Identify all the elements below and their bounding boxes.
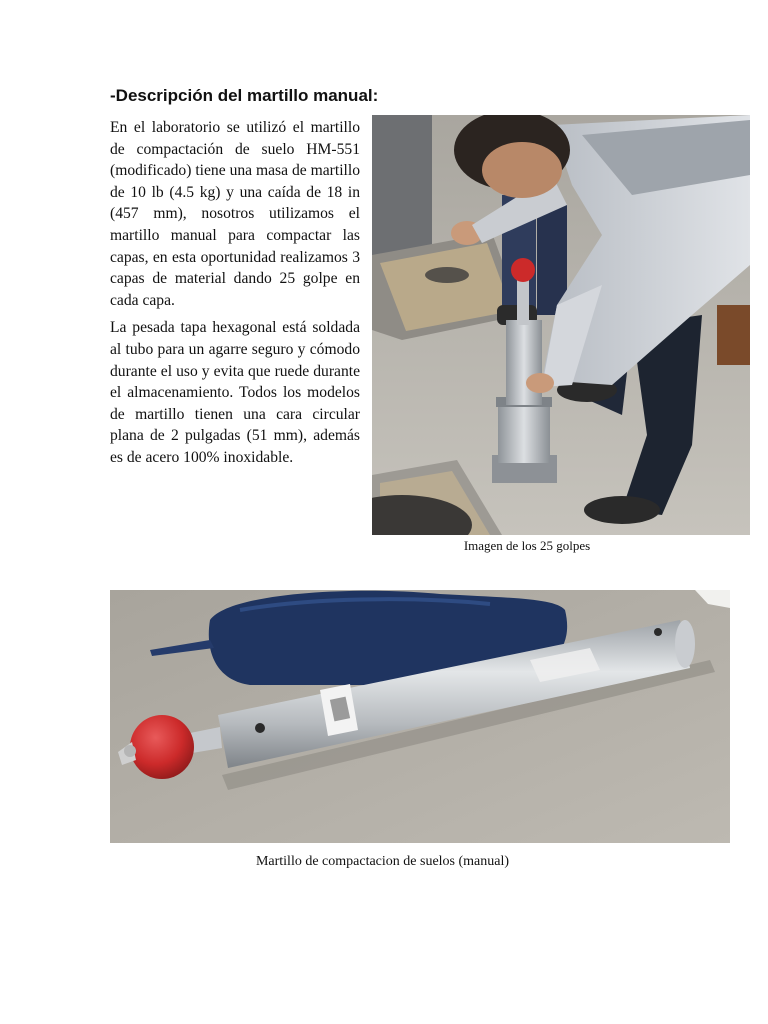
figure-2-caption: Martillo de compactacion de suelos (manual): [255, 854, 510, 869]
section-heading: -Descripción del martillo manual:: [110, 86, 379, 105]
photo-25-blows: [372, 115, 750, 535]
body-text: [110, 117, 360, 469]
photo-manual-hammer: [110, 590, 730, 843]
photo-25-blows-illustration: [372, 115, 750, 535]
paragraph-hammer-usage: En el laboratorio se utilizó el martillo de compactación de suelo HM-551 (modificado) tiene una masa de martillo de 10 lb (4.5 kg) y una caída de 18 in (457 mm), nosotros utilizamos el martillo manual para compactar las capas, en esta oportunidad realizamos 3 capas de material dando 25 golpe en cada capa.: [110, 119, 360, 309]
paragraph-hammer-features: La pesada tapa hexagonal está soldada al tubo para un agarre seguro y cómodo durante el uso y evita que ruede durante el almacenamiento. Todos los modelos de martillo tienen una cara circular plana de 2 pulgadas (51 mm), además es de acero 100% inoxidable.: [110, 319, 360, 466]
photo-manual-hammer-illustration: [110, 590, 730, 843]
figure-1-caption: Imagen de los 25 golpes: [463, 538, 591, 553]
